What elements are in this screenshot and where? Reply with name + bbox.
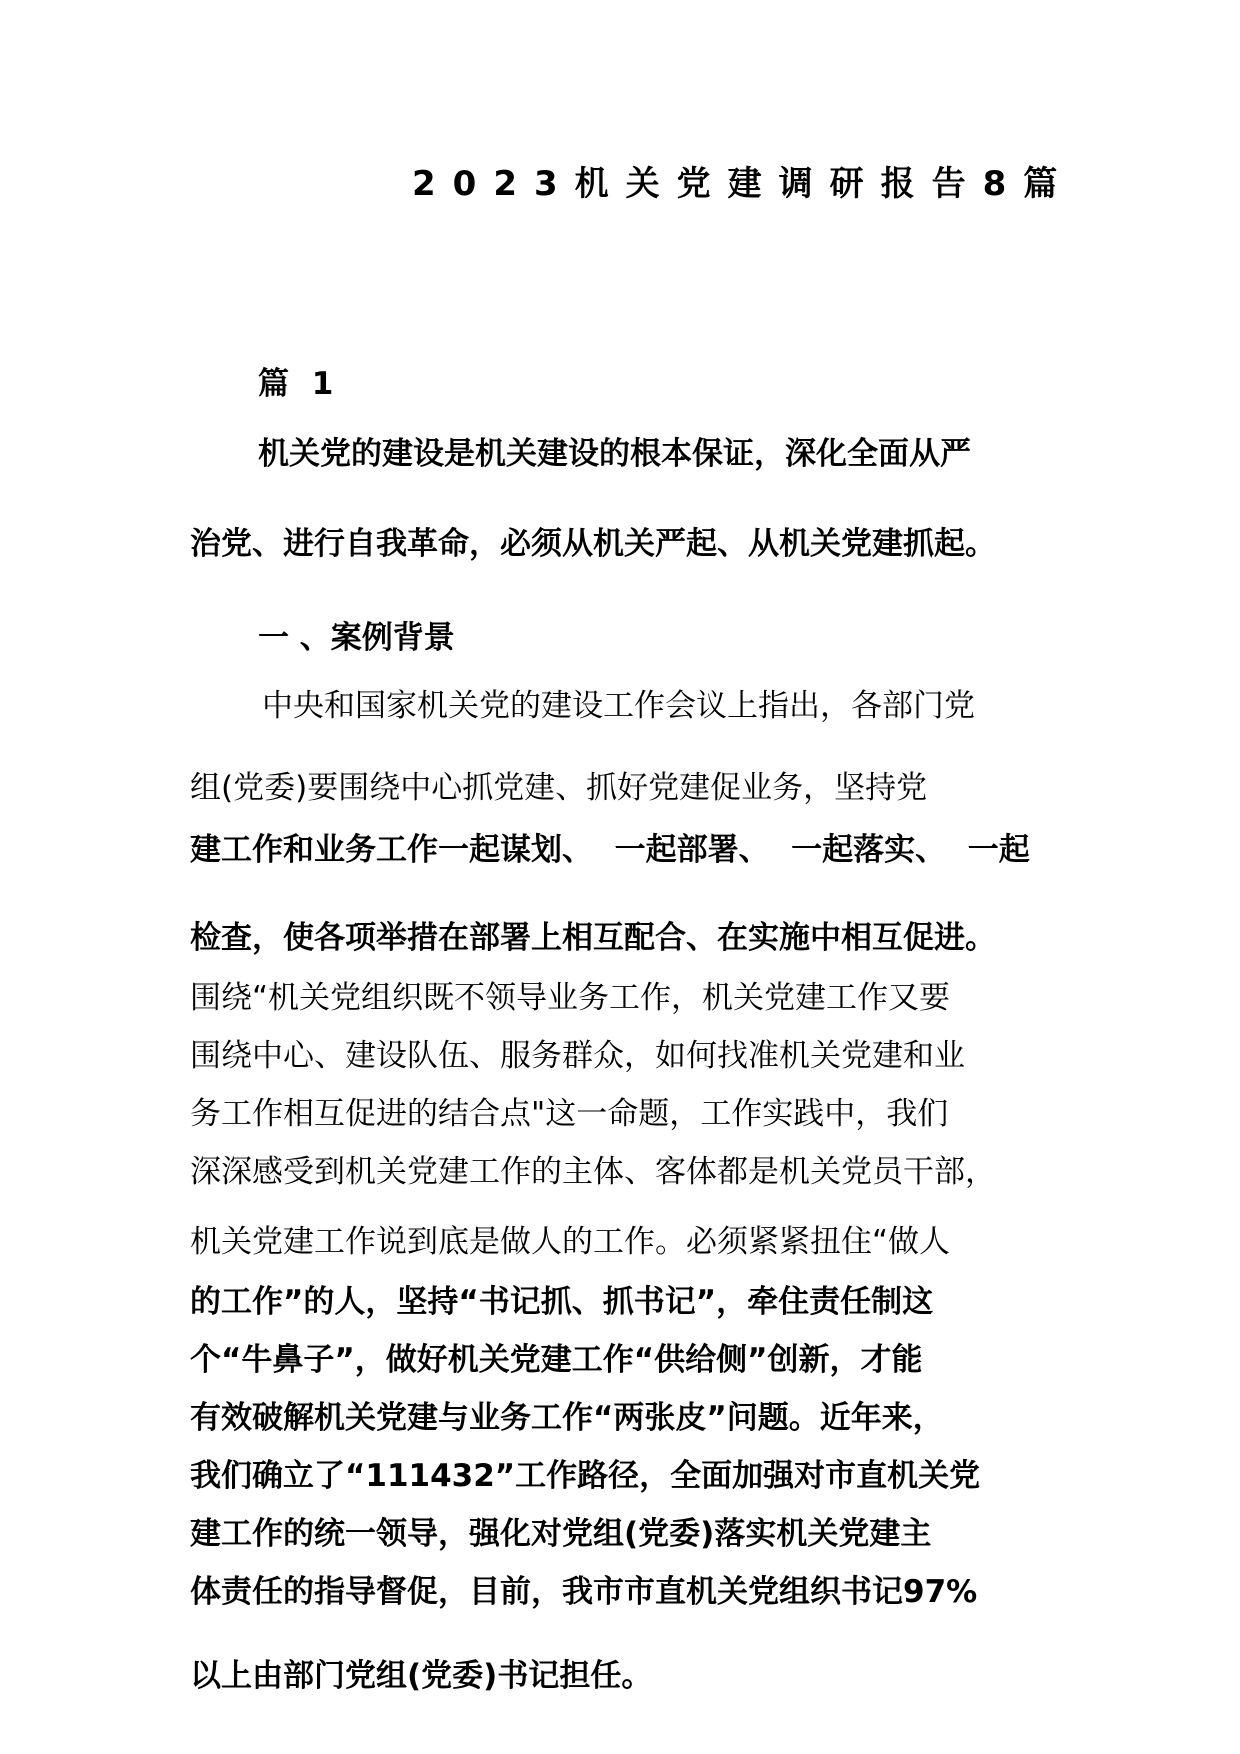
text-line: 围绕中心、建设队伍、服务群众，如何找准机关党建和业 [190, 1038, 965, 1074]
text-line: 围绕“机关党组织既不领导业务工作，机关党建工作又要 [190, 980, 951, 1016]
text-line: 深深感受到机关党建工作的主体、客体都是机关党员干部， [190, 1154, 996, 1190]
text-line: 务工作相互促进的结合点"这一命题，工作实践中，我们 [190, 1096, 949, 1132]
text-line: 个“牛鼻子”，做好机关党建工作“供给侧”创新，才能 [190, 1342, 923, 1378]
text-line: 机关党建工作说到底是做人的工作。必须紧紧扭住“做人 [190, 1224, 951, 1260]
text-line: 有效破解机关党建与业务工作“两张皮”问题。近年来， [190, 1400, 944, 1436]
text-line: 体责任的指导督促，目前，我市市直机关党组织书记97% [190, 1574, 978, 1610]
text-line: 以上由部门党组(党委)书记担任。 [190, 1658, 653, 1694]
text-line: 我们确立了“111432”工作路径，全面加强对市直机关党 [190, 1458, 981, 1494]
text-line: 建工作和业务工作一起谋划、 一起部署、 一起落实、 一起 [190, 832, 1030, 868]
text-line: 组(党委)要围绕中心抓党建、抓好党建促业务，坚持党 [190, 770, 928, 806]
text-line: 治党、进行自我革命，必须从机关严起、从机关党建抓起。 [190, 526, 996, 562]
document-title: 2023机关党建调研报告8篇 [412, 164, 1075, 204]
text-line: 建工作的统一领导，强化对党组(党委)落实机关党建主 [190, 1516, 932, 1552]
text-line: 的工作”的人，坚持“书记抓、抓书记”，牵住责任制这 [190, 1284, 934, 1320]
section-label: 篇 1 [258, 366, 340, 402]
text-line: 检查，使各项举措在部署上相互配合、在实施中相互促进。 [190, 920, 996, 956]
text-line: 中央和国家机关党的建设工作会议上指出，各部门党 [262, 688, 975, 724]
text-line: 机关党的建设是机关建设的根本保证，深化全面从严 [258, 436, 971, 472]
subheading: 一 、案例背景 [258, 620, 455, 656]
